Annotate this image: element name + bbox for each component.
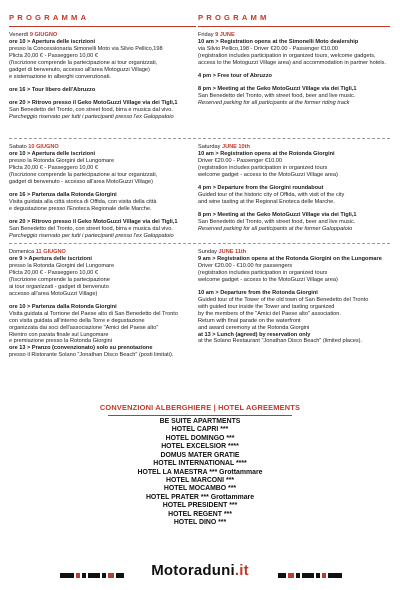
event-entry [198,86,390,107]
day-heading [9,249,196,256]
line: 8 pm > Meeting at the Geko MotoGuzzi Village via dei Tigli,1 [198,85,357,92]
line: Plicta 20,00 € - Passeggero 10,00 € [9,270,98,277]
hotel-item: HOTEL CAPRI *** [171,426,229,434]
day-heading [9,144,196,151]
line: 10 am > Departure from the Rotonda Giorgini [198,290,318,297]
day-heading [198,144,390,151]
brand-logo [0,562,400,579]
line: 10 am > Registration opens at the Simonelli Moto dealership [198,39,359,46]
hotels-rule [108,415,292,416]
line: organizzata dai soci dell'associazione "Amici del Paese alto" [9,324,159,331]
line: Parcheggio riservato per tutti i partecipanti presso l'ex Galoppatoio [9,113,174,120]
event-entry [198,73,390,80]
line: San Benedetto del Tronto, con street food, birra e musica dal vivo. [9,106,173,113]
weekday: Sabato [9,144,27,151]
event-entry [198,39,390,67]
line: 9 am > Registration opens at the Rotonda Giorgini on the Lungomare [198,256,382,263]
day-divider [198,138,390,139]
day-divider [9,243,196,244]
line: ore 20 > Ritrovo presso il Geko MotoGuzzi Village via dei Tigli,1 [9,218,178,225]
date: 10 GIUGNO [28,144,59,151]
hotel-item: HOTEL LA MAESTRA *** Grottammare [137,468,263,476]
event-entry [9,151,196,186]
weekday: Saturday [198,144,221,151]
line: at the Solano Restaurant "Jonathan Disco Beach" (limited places). [198,338,363,345]
date: 11 GIUGNO [35,249,66,256]
line: 4 pm > Departure from the Giorgini roundabout [198,185,324,192]
line: Visita guidata al Torrione del Paese alto di San Benedetto del Tronto [9,310,178,317]
event-entry [198,151,390,179]
hotel-item: DOMUS MATER GRATIE [160,451,240,459]
hotel-agreements [0,403,400,527]
day-heading [198,32,390,39]
hotel-item: HOTEL MARCONI *** [165,476,235,484]
line: e premiazione presso la Rotonda Giorgini [9,338,112,345]
weekday: Sunday [198,249,217,256]
event-entry [198,212,390,233]
brand-tld: .it [234,562,249,579]
weekday: Friday [198,32,214,39]
line: presso la Rotonda Giorgini del Lungomare [9,158,115,165]
line: with guided tour inside the Tower and tasting organized [198,303,335,310]
line: Reserved parking for all participants at the former riding track [198,99,350,106]
line: presso la Concessionaria Simonelli Moto via Silvio Pellico,198 [9,46,163,53]
day-divider [198,243,390,244]
line: San Benedetto del Tronto, with street food, beer and live music. [198,218,356,225]
event-entry [9,39,196,81]
weekday: Venerdì [9,32,29,39]
line: via Silvio Pellico,198 - Driver €20.00 - Passenger €10.00 [198,46,338,53]
program-title-en: PROGRAMM [198,13,270,22]
line: (registration includes participation in organized tours, welcome gadgets, [198,53,376,60]
line: Reserved parking for all participants at the former Galoppatoio [198,225,353,232]
line: Parcheggio riservato per tutti i partecipanti presso l'ex Galoppatoio [9,232,174,239]
line: (l'iscrizione comprende la partecipazione ai tour organizzati, [9,60,158,67]
day-saturday-en [198,144,390,240]
hotel-item: HOTEL INTERNATIONAL **** [153,460,247,468]
line: ore 16 > Partenza dalla Rotonda Giorgini [9,191,117,198]
hotel-item: HOTEL REGENT *** [168,510,232,518]
title-rule [9,26,196,27]
line: presso il Ristorante Solano "Jonathan Disco Beach" (posti limitati). [9,352,174,359]
line: by the members of the "Amici del Paese alto" association. [198,310,341,317]
line: e sistemazione in alberghi convenzionati. [9,73,111,80]
hotels-title: CONVENZIONI ALBERGHIERE | HOTEL AGREEMENTS [99,403,301,412]
line: ore 13 > Pranzo (convenzionato) solo su prenotazione [9,345,153,352]
event-entry [198,185,390,206]
day-sunday-en [198,249,390,379]
line: Guided tour of the historic city of Offida, with visit of the city [198,191,345,198]
event-entry [198,290,390,345]
day-heading [9,32,196,39]
line: 4 pm > Free tour of Abruzzo [198,73,272,80]
hotel-item: HOTEL DINO *** [173,519,227,527]
line: ore 16 > Tour libero dell'Abruzzo [9,86,96,93]
event-entry [9,87,196,94]
hotel-item: HOTEL EXCELSIOR **** [161,443,239,451]
line: Driver €20.00 - €10.00 for passengers [198,263,293,270]
line: at 13 > Lunch (agreed) by reservation only [198,331,311,338]
line: Plicta 20,00 € - Passeggero 10,00 € [9,53,98,60]
event-entry [9,100,196,121]
line: (l'iscrizione comprende la partecipazione ai tour organizzati, [9,172,158,179]
line: e degustazione presso l'Enoteca Regionale delle Marche. [9,205,152,212]
line: gadget di benvenuto, accesso all'area Motoguzzi Village) [9,67,150,74]
day-sunday-it [9,249,196,379]
line: welcome gadget - access to the MotoGuzzi Village area) [198,277,338,284]
line: Return with final parade on the waterfront [198,317,301,324]
line: ore 9 > Apertura delle iscrizioni [9,256,92,263]
hotel-item: HOTEL PRATER *** Grottammare [145,493,255,501]
line: 10 am > Registration opens at the Rotonda Giorgini [198,151,335,158]
hotel-item: HOTEL MOCAMBO *** [163,485,237,493]
line: Guided tour of the Tower of the old town of San Benedetto del Tronto [198,296,369,303]
day-friday-en [198,32,390,135]
line: Plicta 20,00 € - Passeggero 10,00 € [9,165,98,172]
event-entry [9,304,196,359]
line: (registration includes participation in organized tours [198,270,328,277]
hotel-item: HOTEL PRESIDENT *** [162,502,238,510]
line: presso la Rotonda Giorgini del Lungomare [9,263,115,270]
date: 9 GIUGNO [29,32,58,39]
line: ore 10 > Apertura delle iscrizioni [9,151,96,158]
weekday: Domenica [9,249,35,256]
line: ore 10 > Partenza dalla Rotonda Giorgini [9,303,117,310]
date: JUNE 10th [221,144,250,151]
line: ai tour organizzati - gadget di benvenuto [9,284,109,291]
program-italian [9,13,196,379]
hotel-item: HOTEL DOMINGO *** [165,434,235,442]
line: con visita guidata all'interno della Torre e degustazione [9,317,145,324]
line: and wine tasting at the Regional Enoteca delle Marche. [198,198,335,205]
program-english [198,13,390,379]
day-heading [198,249,390,256]
event-entry [198,256,390,284]
day-divider [9,138,196,139]
hotel-list [0,418,400,527]
line: San Benedetto del Tronto, with street food, beer and live music. [198,92,356,99]
event-entry [9,192,196,213]
line: (registration includes participation in organized tours [198,165,328,172]
line: Visita guidata alla città storica di Offida, con visita della città [9,198,157,205]
date: JUNE 11th [218,249,247,256]
line: and award ceremony at the Rotonda Giorgini [198,324,310,331]
line: welcome gadget - access to the MotoGuzzi Village area) [198,172,338,179]
line: ore 20 > Ritrovo presso il Geko MotoGuzzi Village via dei Tigli,1 [9,99,178,106]
line: access to the Motoguzzi Village area) and accommodation in partner hotels. [198,60,387,67]
line: gadget di benvenuto - accesso all'area MotoGuzzi Village) [9,179,154,186]
day-friday-it [9,32,196,135]
title-rule [198,26,390,27]
program-title-it: PROGRAMMA [9,13,90,22]
line: San Benedetto del Tronto, con street food, birra e musica dal vivo. [9,225,173,232]
line: Rientro con parata finale sul Lungomare [9,331,109,338]
event-entry [9,219,196,240]
hotel-item: BE SUITE APARTMENTS [159,418,241,425]
day-saturday-it [9,144,196,240]
brand-name: Motoraduni [151,562,235,579]
line: 8 pm > Meeting at the Geko MotoGuzzi Village via dei Tigli,1 [198,211,357,218]
line: accesso all'area MotoGuzzi Village) [9,290,98,297]
event-entry [9,256,196,298]
line: Driver €20.00 - Passenger €10.00 [198,158,282,165]
line: ore 10 > Apertura delle iscrizioni [9,39,96,46]
date: 9 JUNE [215,32,235,39]
line: (l'iscrizione comprende la partecipazione [9,277,110,284]
